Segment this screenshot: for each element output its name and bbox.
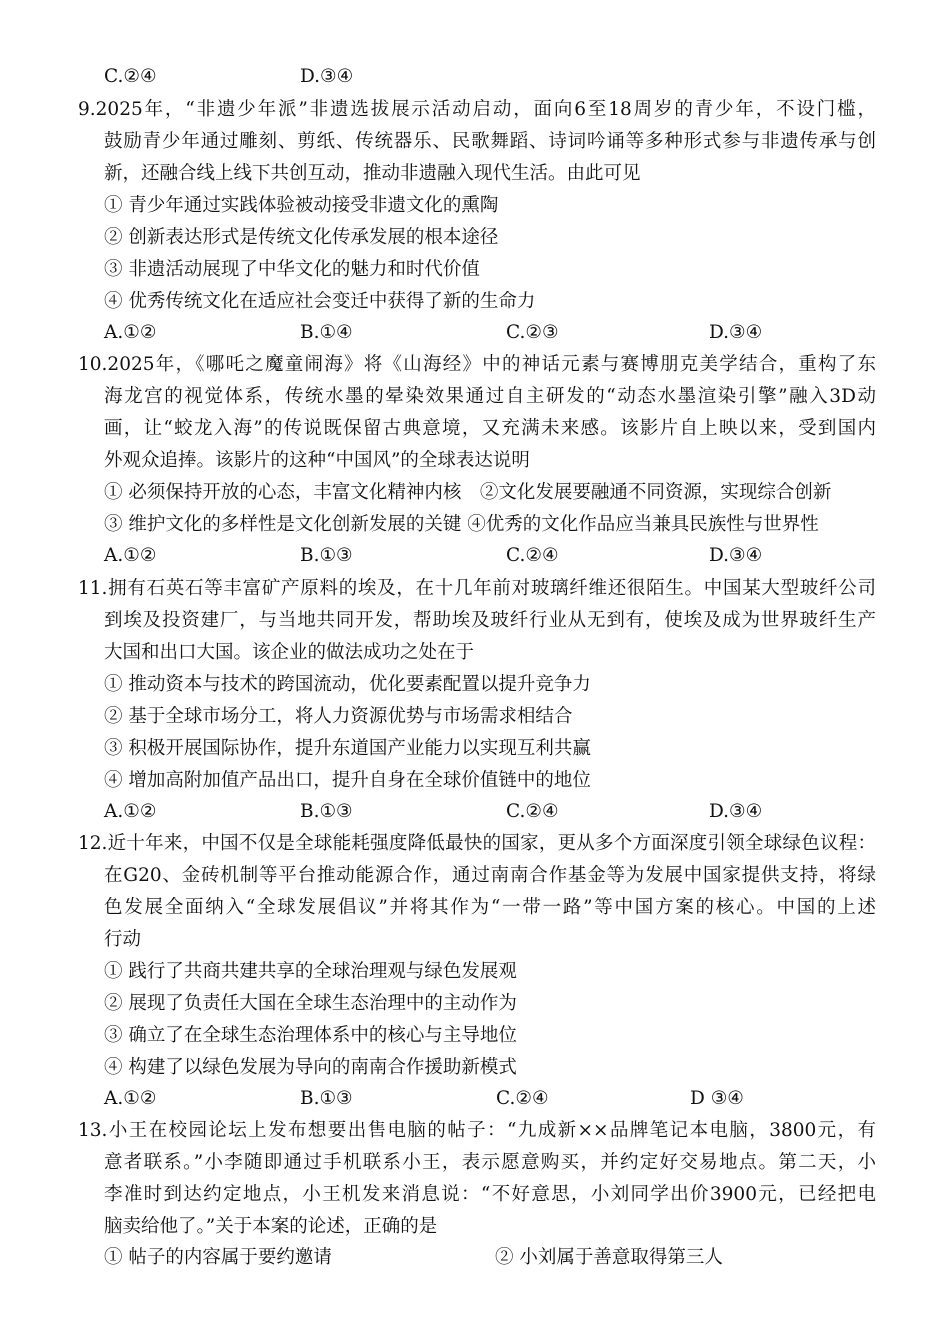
- q13-stem-line-3: 李准时到达约定地点，小王机发来消息说：“不好意思，小刘同学出价3900元，已经把电: [104, 1184, 876, 1205]
- q13-statement-1: ① 帖子的内容属于要约邀请: [104, 1247, 332, 1268]
- q9-statement-4: ④ 优秀传统文化在适应社会变迁中获得了新的生命力: [104, 291, 536, 312]
- q11-statement-3: ③ 积极开展国际协作，提升东道国产业能力以实现互利共赢: [104, 738, 591, 759]
- q11-stem-line-1: 11.拥有石英石等丰富矿产原料的埃及，在十几年前对玻璃纤维还很陌生。中国某大型玻纤公司: [78, 578, 876, 599]
- q9-option-c: C.②③: [506, 322, 559, 343]
- q12-statement-3: ③ 确立了在全球生态治理体系中的核心与主导地位: [104, 1025, 517, 1046]
- q12-option-a: A.①②: [104, 1088, 157, 1109]
- q9-option-d: D.③④: [709, 322, 763, 343]
- q12-option-b: B.①③: [300, 1088, 353, 1109]
- q9-option-a: A.①②: [104, 322, 157, 343]
- q10-stem-line-4: 外观众追捧。该影片的这种“中国风”的全球表达说明: [104, 450, 530, 471]
- q11-stem-line-2: 到埃及投资建厂，与当地共同开发，帮助埃及玻纤行业从无到有，使埃及成为世界玻纤生产: [104, 610, 876, 631]
- q11-option-c: C.②④: [506, 801, 559, 822]
- q10-stem-line-3: 画，让“蛟龙入海”的传说既保留古典意境，又充满未来感。该影片自上映以来，受到国内: [104, 418, 876, 439]
- q9-statement-2: ② 创新表达形式是传统文化传承发展的根本途径: [104, 227, 499, 248]
- q11-statement-2: ② 基于全球市场分工，将人力资源优势与市场需求相结合: [104, 706, 573, 727]
- q10-option-c: C.②④: [506, 545, 559, 566]
- q10-stem-line-2: 海龙宫的视觉体系，传统水墨的晕染效果通过自主研发的“动态水墨渲染引擎”融入3D动: [104, 386, 876, 407]
- q9-option-b: B.①④: [300, 322, 353, 343]
- q9-stem-line-3: 新，还融合线上线下共创互动，推动非遗融入现代生活。由此可见: [104, 163, 641, 184]
- q13-stem-line-4: 脑卖给他了。”关于本案的论述，正确的是: [104, 1216, 438, 1237]
- q8-option-c: C.②④: [104, 66, 157, 87]
- q10-option-b: B.①③: [300, 545, 353, 566]
- q12-statement-2: ② 展现了负责任大国在全球生态治理中的主动作为: [104, 993, 517, 1014]
- q13-stem-line-2: 意者联系。”小李随即通过手机联系小王，表示愿意购买，并约定好交易地点。第二天，小: [104, 1152, 876, 1173]
- q10-option-d: D.③④: [709, 545, 763, 566]
- q12-option-d: D ③④: [690, 1088, 744, 1109]
- q12-statement-4: ④ 构建了以绿色发展为导向的南南合作援助新模式: [104, 1057, 517, 1078]
- q9-stem-line-2: 鼓励青少年通过雕刻、剪纸、传统器乐、民歌舞蹈、诗词吟诵等多种形式参与非遗传承与创: [104, 131, 876, 152]
- q10-option-a: A.①②: [104, 545, 157, 566]
- q11-stem-line-3: 大国和出口大国。该企业的做法成功之处在于: [104, 642, 475, 663]
- q10-statements-line-1: ① 必须保持开放的心态，丰富文化精神内核 ②文化发展要融通不同资源，实现综合创新: [104, 482, 832, 503]
- q9-statement-1: ① 青少年通过实践体验被动接受非遗文化的熏陶: [104, 195, 499, 216]
- q10-statements-line-2: ③ 维护文化的多样性是文化创新发展的关键 ④优秀的文化作品应当兼具民族性与世界性: [104, 514, 819, 535]
- q9-stem-line-1: 9.2025年，“非遗少年派”非遗选拔展示活动启动，面向6至18周岁的青少年，不设门槛，: [78, 99, 876, 120]
- q12-stem-line-4: 行动: [104, 929, 142, 950]
- q11-option-d: D.③④: [709, 801, 763, 822]
- q12-statement-1: ① 践行了共商共建共享的全球治理观与绿色发展观: [104, 961, 517, 982]
- q12-stem-line-1: 12.近十年来，中国不仅是全球能耗强度降低最快的国家，更从多个方面深度引领全球绿色议程：: [78, 833, 876, 854]
- q13-statement-2: ② 小刘属于善意取得第三人: [495, 1247, 723, 1268]
- q12-stem-line-3: 色发展全面纳入“全球发展倡议”并将其作为“一带一路”等中国方案的核心。中国的上述: [104, 897, 876, 918]
- q11-option-b: B.①③: [300, 801, 353, 822]
- q9-statement-3: ③ 非遗活动展现了中华文化的魅力和时代价值: [104, 259, 480, 280]
- q13-stem-line-1: 13.小王在校园论坛上发布想要出售电脑的帖子：“九成新××品牌笔记本电脑，3800元，有: [78, 1120, 876, 1141]
- q12-option-c: C.②④: [496, 1088, 549, 1109]
- q8-option-d: D.③④: [300, 66, 354, 87]
- q11-option-a: A.①②: [104, 801, 157, 822]
- q11-statement-4: ④ 增加高附加值产品出口，提升自身在全球价值链中的地位: [104, 770, 591, 791]
- q10-stem-line-1: 10.2025年，《哪吒之魔童闹海》将《山海经》中的神话元素与赛博朋克美学结合，重构了东: [78, 354, 876, 375]
- q11-statement-1: ① 推动资本与技术的跨国流动，优化要素配置以提升竞争力: [104, 674, 591, 695]
- q12-stem-line-2: 在G20、金砖机制等平台推动能源合作，通过南南合作基金等为发展中国家提供支持，将绿: [104, 865, 876, 886]
